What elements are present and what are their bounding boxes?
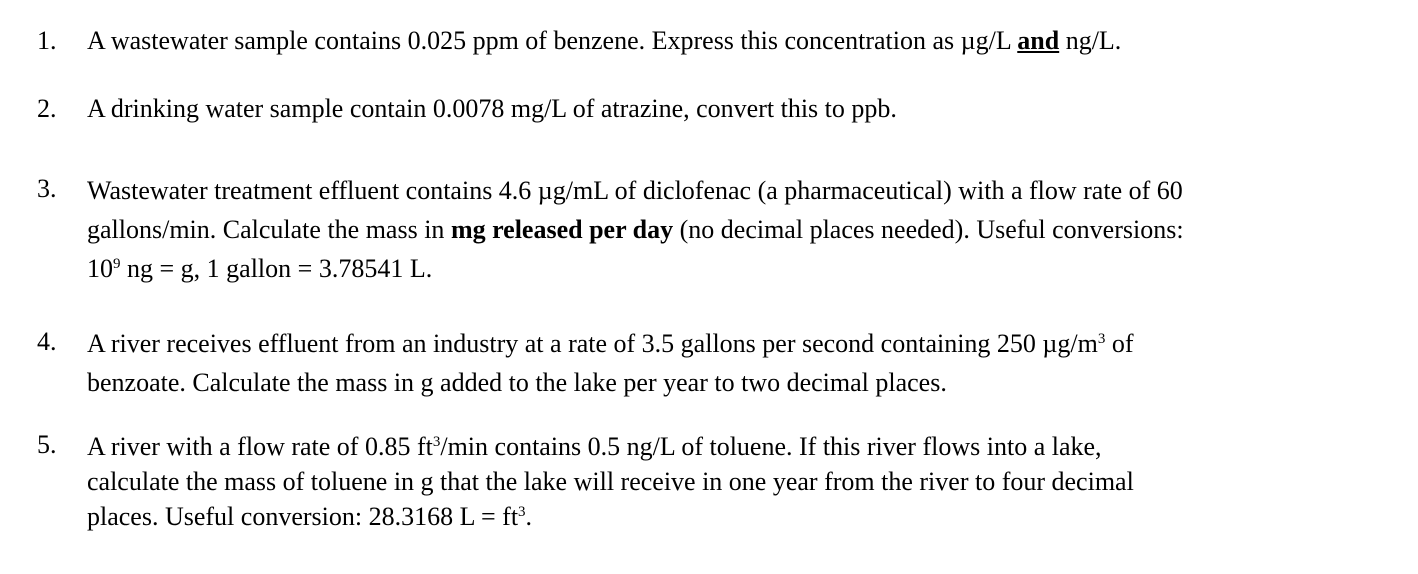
problem-5 [37, 429, 1377, 534]
text-line [87, 171, 1377, 210]
emphasis-and: and [1017, 26, 1060, 55]
text-line [87, 499, 1377, 534]
problem-1 [37, 26, 1377, 56]
text-segment: A drinking water sample contain 0.0078 mg/L of atrazine, convert this to ppb. [87, 94, 897, 123]
problem-number: 2. [37, 94, 57, 123]
superscript: 3 [518, 504, 526, 520]
text-segment: Wastewater treatment effluent contains 4.6 µg/mL of diclofenac (a pharmaceutical) with a flow rate of 60 [87, 176, 1183, 205]
text-segment: 10 [87, 254, 113, 283]
text-line [87, 324, 1377, 363]
problem-3 [37, 171, 1377, 288]
problem-4 [37, 324, 1377, 402]
text-segment: places. Useful conversion: 28.3168 L = ft [87, 502, 519, 531]
superscript: 3 [432, 434, 441, 450]
problem-number: 3. [37, 174, 57, 203]
text-line [87, 94, 1377, 124]
text-segment: gallons/min. Calculate the mass in [87, 215, 451, 244]
problem-number: 1. [37, 26, 57, 55]
problem-text [87, 94, 1377, 124]
text-line [87, 249, 1377, 288]
text-segment: A river with a flow rate of 0.85 ft [87, 432, 433, 461]
problem-text [87, 26, 1377, 56]
problem-text [87, 324, 1377, 402]
text-segment: ng = g, 1 gallon = 3.78541 L. [120, 254, 433, 283]
text-segment: . [525, 502, 533, 531]
text-segment: calculate the mass of toluene in g that the lake will receive in one year from the river to four decimal [87, 467, 1134, 496]
text-segment: /min contains 0.5 ng/L of toluene. If this river flows into a lake, [440, 432, 1102, 461]
problem-text [87, 171, 1377, 288]
text-line [87, 26, 1377, 56]
text-segment: (no decimal places needed). Useful conversions: [673, 215, 1184, 244]
problem-2 [37, 94, 1377, 124]
text-segment: A wastewater sample contains 0.025 ppm of benzene. Express this concentration as µg/L [87, 26, 1018, 55]
text-segment: A river receives effluent from an industry at a rate of 3.5 gallons per second containing 250 µg/m [87, 329, 1098, 358]
text-line [87, 464, 1377, 499]
text-segment: ng/L. [1059, 26, 1122, 55]
superscript: 3 [1097, 331, 1106, 347]
text-line [87, 363, 1377, 402]
superscript: 9 [113, 256, 121, 272]
text-segment: benzoate. Calculate the mass in g added to the lake per year to two decimal places. [87, 368, 947, 397]
text-line [87, 429, 1377, 464]
text-line [87, 210, 1377, 249]
text-segment: of [1105, 329, 1134, 358]
problem-number: 4. [37, 327, 57, 356]
problem-text [87, 429, 1377, 534]
emphasis-mg-released-per-day: mg released per day [450, 215, 674, 244]
problem-number: 5. [37, 430, 57, 459]
